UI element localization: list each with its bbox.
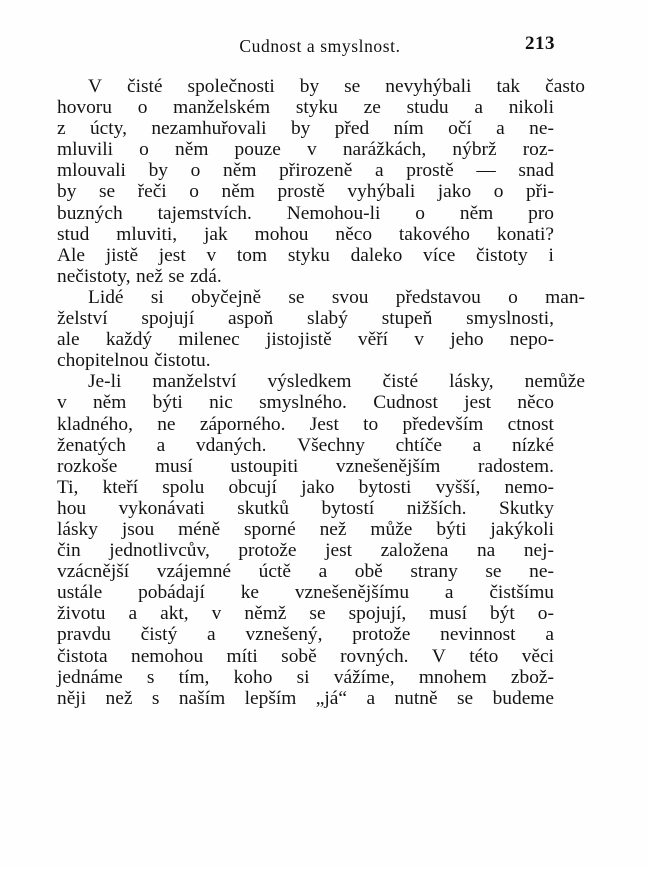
word: řeči bbox=[137, 181, 167, 203]
word: studu bbox=[406, 97, 449, 119]
word: čistotu. bbox=[153, 350, 211, 372]
word: o bbox=[508, 286, 518, 308]
text-line bbox=[57, 561, 554, 582]
word: nemůže bbox=[524, 371, 585, 393]
word: bytostí bbox=[321, 497, 375, 519]
word: úctě bbox=[258, 561, 291, 583]
word: úcty, bbox=[89, 118, 127, 140]
word: o- bbox=[537, 603, 554, 625]
word: snad bbox=[518, 160, 554, 182]
word: se bbox=[98, 181, 116, 203]
word: v bbox=[307, 139, 317, 161]
word: rovných. bbox=[340, 645, 409, 667]
word: býti bbox=[152, 392, 183, 414]
word: by bbox=[290, 118, 311, 140]
word: želství bbox=[57, 308, 108, 330]
word: hovoru bbox=[57, 97, 112, 119]
word: obyčejně bbox=[191, 286, 262, 308]
word: a bbox=[318, 561, 328, 583]
word: nic bbox=[209, 392, 233, 414]
word: a bbox=[207, 624, 216, 646]
text-line bbox=[57, 498, 554, 519]
text-line bbox=[57, 414, 554, 435]
word: „já“ bbox=[315, 687, 347, 709]
paragraph bbox=[57, 371, 585, 709]
word: jednotlivcův, bbox=[109, 540, 210, 562]
word: čistoty bbox=[476, 244, 528, 266]
word: jest bbox=[158, 244, 186, 266]
word: narážkách, bbox=[342, 139, 427, 161]
word: ctnost bbox=[507, 413, 554, 435]
word: vzájemné bbox=[156, 561, 232, 583]
word: stupeň bbox=[381, 308, 433, 330]
word: nezamhuřovali bbox=[151, 118, 267, 140]
text-line bbox=[57, 203, 554, 224]
word: Cudnost bbox=[373, 392, 438, 414]
word: každý bbox=[105, 329, 153, 351]
word: a bbox=[472, 434, 482, 456]
word: si bbox=[150, 286, 164, 308]
word: Ti, bbox=[57, 476, 79, 498]
word: by bbox=[57, 181, 77, 203]
word: záporného. bbox=[199, 413, 286, 435]
word: a bbox=[545, 624, 554, 646]
word: pro bbox=[528, 202, 554, 224]
word: a bbox=[444, 582, 454, 604]
word: o bbox=[137, 97, 148, 119]
word: věří bbox=[357, 329, 389, 351]
word: jak bbox=[204, 223, 228, 245]
word: by bbox=[148, 160, 168, 182]
word: nemohou bbox=[131, 645, 204, 667]
word: prostě bbox=[406, 160, 454, 182]
word: chopitelnou bbox=[57, 350, 149, 372]
word: Jest bbox=[309, 413, 339, 435]
word: vykonávati bbox=[118, 497, 205, 519]
word: naším bbox=[178, 687, 226, 709]
word: ke bbox=[240, 582, 260, 604]
word: a bbox=[375, 160, 384, 182]
word: s bbox=[146, 666, 155, 688]
word: styku bbox=[295, 97, 338, 119]
word: se bbox=[168, 265, 185, 287]
word: tom bbox=[236, 244, 268, 266]
word: nevinnost bbox=[440, 624, 516, 646]
word: jest bbox=[325, 540, 353, 562]
word: přirozeně bbox=[279, 160, 353, 182]
text-line bbox=[57, 308, 554, 329]
word: vážíme, bbox=[333, 666, 395, 688]
word: čistota bbox=[57, 645, 108, 667]
text-line bbox=[57, 540, 554, 561]
text-line bbox=[57, 435, 554, 456]
word: budeme bbox=[492, 687, 554, 709]
word: pouze bbox=[234, 139, 281, 161]
word: spojují bbox=[141, 308, 195, 330]
word: při- bbox=[525, 181, 554, 203]
word: lepším bbox=[244, 687, 297, 709]
word: a bbox=[156, 434, 166, 456]
word: hou bbox=[57, 497, 87, 519]
word: němž bbox=[244, 603, 287, 625]
word: by bbox=[299, 76, 320, 97]
word: čisté bbox=[382, 371, 419, 393]
text-line bbox=[57, 392, 554, 413]
word: milenec bbox=[178, 329, 240, 351]
text-line bbox=[57, 329, 554, 350]
text-line bbox=[57, 477, 554, 498]
word: před bbox=[334, 118, 370, 140]
word: aspoň bbox=[227, 308, 274, 330]
text-line bbox=[57, 76, 585, 97]
word: míti bbox=[226, 645, 258, 667]
word: a bbox=[128, 603, 138, 625]
word: v bbox=[211, 603, 222, 625]
word: jistě bbox=[105, 244, 139, 266]
word: pravdu bbox=[57, 624, 111, 646]
word: tím, bbox=[178, 666, 210, 688]
word: s bbox=[151, 687, 160, 709]
word: něm bbox=[223, 160, 257, 182]
word: o bbox=[190, 160, 201, 182]
word: ne- bbox=[529, 118, 554, 140]
word: očí bbox=[448, 118, 472, 140]
text-line bbox=[57, 646, 554, 667]
word: mlouvali bbox=[57, 160, 126, 182]
word: mluvili bbox=[57, 139, 114, 161]
word: více bbox=[423, 244, 456, 266]
text-line bbox=[57, 224, 554, 245]
word: v bbox=[57, 392, 67, 414]
word: smyslnosti, bbox=[466, 308, 554, 330]
word: jistojistě bbox=[265, 329, 332, 351]
word: Ale bbox=[57, 244, 85, 266]
text-line bbox=[57, 160, 554, 181]
text-line bbox=[57, 582, 554, 603]
text-line bbox=[57, 624, 554, 645]
text-line bbox=[57, 371, 585, 392]
word: o bbox=[139, 139, 149, 161]
word: strany bbox=[410, 561, 458, 583]
word: ne bbox=[157, 413, 176, 435]
word: z bbox=[57, 118, 66, 140]
word: mluviti, bbox=[116, 223, 178, 245]
word: kteří bbox=[102, 476, 139, 498]
word: nečistoty, bbox=[57, 265, 131, 287]
word: Nemohou-li bbox=[286, 202, 381, 224]
word: založena bbox=[380, 540, 449, 562]
word: se bbox=[288, 286, 305, 308]
word: společnosti bbox=[187, 76, 275, 97]
word: vyhýbali bbox=[347, 181, 416, 203]
text-line bbox=[57, 456, 554, 477]
word: představou bbox=[395, 286, 481, 308]
word: protože bbox=[238, 540, 297, 562]
body-text-block bbox=[57, 76, 585, 709]
word: něco bbox=[335, 223, 373, 245]
word: lásky, bbox=[449, 371, 494, 393]
word: být bbox=[489, 603, 515, 625]
word: výsledkem bbox=[267, 371, 352, 393]
word: zbož- bbox=[510, 666, 554, 688]
word: ze bbox=[363, 97, 381, 119]
word: Je-li bbox=[88, 371, 122, 393]
word: něm bbox=[459, 202, 494, 224]
word: než bbox=[136, 265, 163, 287]
word: vznešenějším bbox=[335, 455, 441, 477]
word: ale bbox=[57, 329, 80, 351]
word: obcují bbox=[228, 476, 277, 498]
text-line bbox=[57, 350, 554, 371]
text-line bbox=[57, 287, 585, 308]
word: nemo- bbox=[504, 476, 554, 498]
text-line bbox=[57, 688, 554, 709]
word: rozkoše bbox=[57, 455, 118, 477]
word: než bbox=[319, 518, 347, 540]
word: na bbox=[476, 540, 496, 562]
word: man- bbox=[545, 286, 585, 308]
word: než bbox=[105, 687, 133, 709]
word: V bbox=[88, 76, 103, 97]
word: — bbox=[476, 160, 496, 182]
word: nižších. bbox=[406, 497, 467, 519]
text-line bbox=[57, 519, 554, 540]
word: nutně bbox=[394, 687, 438, 709]
page-header bbox=[57, 33, 555, 62]
word: věci bbox=[521, 645, 554, 667]
word: jako bbox=[437, 181, 472, 203]
word: protože bbox=[352, 624, 411, 646]
word: tajemstvích. bbox=[157, 202, 252, 224]
word: čistý bbox=[140, 624, 178, 646]
text-line bbox=[57, 667, 554, 688]
word: V bbox=[431, 645, 446, 667]
word: koho bbox=[233, 666, 273, 688]
word: může bbox=[370, 518, 413, 540]
word: stud bbox=[57, 223, 90, 245]
word: něco bbox=[517, 392, 554, 414]
word: musí bbox=[154, 455, 193, 477]
word: nej- bbox=[523, 540, 554, 562]
word: tak bbox=[496, 76, 521, 97]
word: a bbox=[496, 118, 505, 140]
word: skutků bbox=[237, 497, 289, 519]
word: pobádají bbox=[138, 582, 205, 604]
word: smyslného. bbox=[259, 392, 347, 414]
word: ženatých bbox=[57, 434, 126, 456]
word: nepo- bbox=[509, 329, 554, 351]
word: nízké bbox=[511, 434, 554, 456]
word: ustále bbox=[57, 582, 103, 604]
word: a bbox=[474, 97, 483, 119]
word: bytosti bbox=[358, 476, 412, 498]
word: se bbox=[485, 561, 502, 583]
word: se bbox=[344, 76, 361, 97]
word: čin bbox=[57, 540, 81, 562]
word: něm bbox=[221, 181, 255, 203]
word: vyšší, bbox=[435, 476, 481, 498]
running-head: Cudnost a smyslnost. bbox=[239, 36, 401, 56]
word: sobě bbox=[281, 645, 317, 667]
word: Všechny bbox=[297, 434, 365, 456]
word: o bbox=[493, 181, 504, 203]
word: v bbox=[414, 329, 424, 351]
word: lásky bbox=[57, 518, 98, 540]
word: něm bbox=[92, 392, 127, 414]
word: kladného, bbox=[57, 413, 133, 435]
page-number: 213 bbox=[525, 33, 555, 54]
paragraph bbox=[57, 76, 585, 287]
word: manželství bbox=[152, 371, 237, 393]
word: zdá. bbox=[189, 265, 222, 287]
word: jeho bbox=[450, 329, 484, 351]
word: spojují, bbox=[348, 603, 407, 625]
word: něm bbox=[175, 139, 209, 161]
word: se bbox=[457, 687, 474, 709]
word: nýbrž bbox=[452, 139, 497, 161]
word: vznešený, bbox=[245, 624, 323, 646]
word: čistšímu bbox=[489, 582, 554, 604]
word: jednáme bbox=[57, 666, 123, 688]
word: jakýkoli bbox=[490, 518, 554, 540]
word: o bbox=[415, 202, 425, 224]
word: mohou bbox=[254, 223, 309, 245]
word: styku bbox=[287, 244, 330, 266]
word: něji bbox=[57, 687, 87, 709]
word: Skutky bbox=[498, 497, 554, 519]
word: obě bbox=[354, 561, 383, 583]
word: často bbox=[545, 76, 585, 97]
word: akt, bbox=[160, 603, 189, 625]
word: méně bbox=[178, 518, 221, 540]
word: vdaných. bbox=[195, 434, 267, 456]
word: mnohem bbox=[418, 666, 487, 688]
text-line bbox=[57, 139, 554, 160]
word: životu bbox=[57, 603, 106, 625]
word: takového bbox=[398, 223, 470, 245]
word: to bbox=[363, 413, 379, 435]
text-line bbox=[57, 245, 554, 266]
word: slabý bbox=[307, 308, 348, 330]
text-line bbox=[57, 603, 554, 624]
word: nikoli bbox=[508, 97, 554, 119]
word: ustoupiti bbox=[230, 455, 299, 477]
text-line bbox=[57, 266, 554, 287]
word: této bbox=[469, 645, 499, 667]
word: prostě bbox=[277, 181, 325, 203]
word: nevyhýbali bbox=[385, 76, 472, 97]
word: a bbox=[366, 687, 376, 709]
text-line bbox=[57, 97, 554, 118]
word: i bbox=[548, 244, 554, 266]
word: v bbox=[206, 244, 217, 266]
paragraph bbox=[57, 286, 585, 372]
word: sporné bbox=[243, 518, 296, 540]
word: musí bbox=[429, 603, 467, 625]
word: manželském bbox=[173, 97, 271, 119]
word: především bbox=[402, 413, 484, 435]
word: svou bbox=[331, 286, 369, 308]
word: ním bbox=[393, 118, 424, 140]
word: konati? bbox=[496, 223, 554, 245]
word: jsou bbox=[121, 518, 155, 540]
word: buzných bbox=[57, 202, 123, 224]
word: radostem. bbox=[478, 455, 554, 477]
word: čisté bbox=[127, 76, 163, 97]
word: jest bbox=[464, 392, 492, 414]
text-line bbox=[57, 118, 554, 139]
text-line bbox=[57, 181, 554, 202]
word: vzácnější bbox=[57, 561, 130, 583]
word: daleko bbox=[350, 244, 403, 266]
word: Lidé bbox=[88, 286, 124, 308]
word: býti bbox=[436, 518, 467, 540]
word: ne- bbox=[529, 561, 554, 583]
word: chtíče bbox=[395, 434, 442, 456]
word: o bbox=[189, 181, 199, 203]
word: spolu bbox=[162, 476, 205, 498]
word: se bbox=[309, 603, 326, 625]
word: vznešenějšímu bbox=[294, 582, 410, 604]
word: jako bbox=[301, 476, 335, 498]
word: si bbox=[296, 666, 310, 688]
word: roz- bbox=[522, 139, 554, 161]
